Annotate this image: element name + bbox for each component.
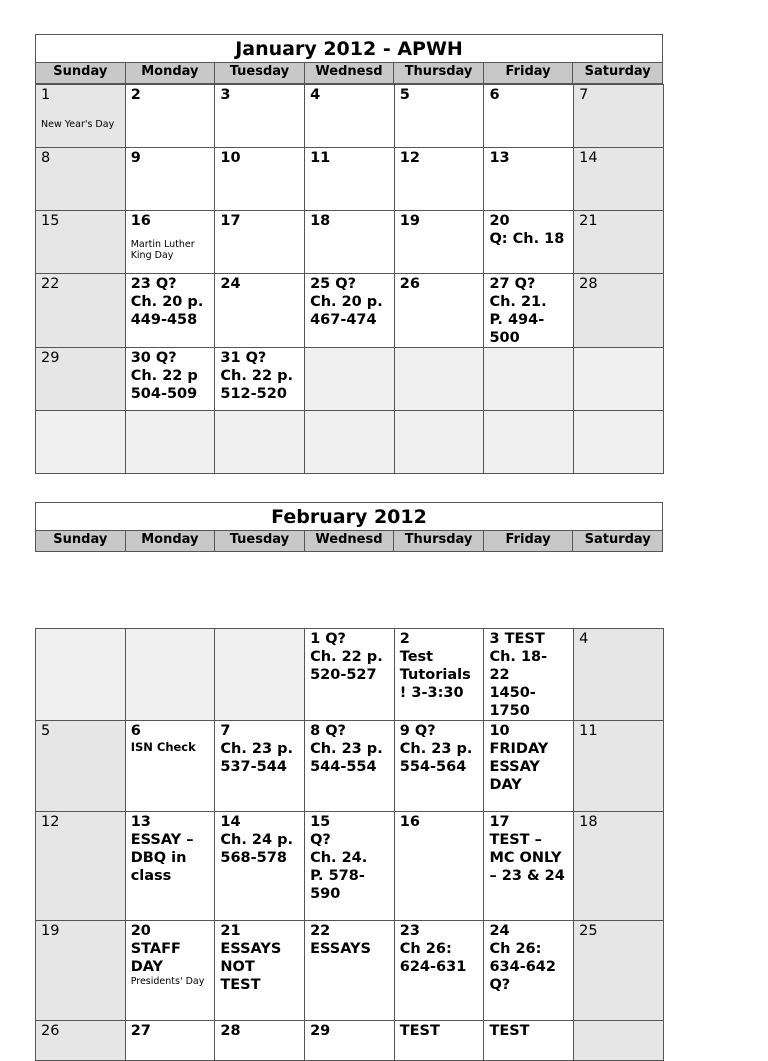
day-cell (36, 85, 126, 148)
day-content: 13 ESSAY – DBQ in class (130, 814, 194, 884)
day-cell (215, 85, 305, 148)
day-content: 17 (220, 213, 241, 229)
day-cell (215, 274, 305, 348)
day-content: 7 (579, 87, 589, 103)
day-content: 21 (579, 213, 598, 229)
day-cell (394, 812, 484, 921)
week-row (36, 211, 664, 274)
day-cell (394, 411, 484, 474)
day-cell (36, 411, 126, 474)
day-content: 11 (310, 150, 331, 166)
week-row (36, 348, 664, 411)
day-content: 16 (399, 814, 420, 830)
day-content: 18 (310, 213, 331, 229)
day-cell (305, 148, 395, 211)
day-cell (215, 211, 305, 274)
day-cell (574, 411, 664, 474)
day-cell (484, 148, 574, 211)
day-header-thursday: Thursday (394, 531, 484, 552)
day-cell (125, 348, 215, 411)
day-cell (484, 348, 574, 411)
day-cell (305, 85, 395, 148)
day-content: 1 (41, 87, 51, 103)
day-cell (125, 629, 215, 721)
day-content: 10 (220, 150, 241, 166)
february-grid-header (35, 530, 663, 552)
day-header-tuesday: Tuesday (215, 531, 305, 552)
week-row (36, 721, 664, 812)
day-cell (305, 348, 395, 411)
week-row (36, 629, 664, 721)
month-title: January 2012 - APWH (35, 34, 663, 62)
january-weeks (35, 84, 664, 474)
day-content: 18 (579, 814, 598, 830)
day-header-friday: Friday (483, 63, 573, 84)
day-content: TEST (399, 1023, 440, 1039)
day-cell (125, 85, 215, 148)
day-header-sunday: Sunday (36, 63, 126, 84)
day-cell (215, 348, 305, 411)
day-cell (574, 629, 664, 721)
day-cell (125, 148, 215, 211)
day-header-saturday: Saturday (573, 531, 663, 552)
day-cell (215, 921, 305, 1021)
day-content: 14 Ch. 24 p. 568-578 (220, 814, 294, 866)
day-cell (574, 921, 664, 1021)
day-content: 23 Q? Ch. 20 p. 449-458 (130, 276, 204, 328)
day-cell (484, 812, 574, 921)
day-cell (36, 211, 126, 274)
day-header-saturday: Saturday (573, 63, 663, 84)
day-header-wednesd: Wednesd (304, 63, 394, 84)
day-cell (484, 411, 574, 474)
day-cell (215, 721, 305, 812)
day-content: 29 (41, 350, 60, 366)
day-cell (305, 812, 395, 921)
day-content: 15 (41, 213, 60, 229)
day-content: 4 (310, 87, 321, 103)
day-content: 15 Q? Ch. 24. P. 578- 590 (310, 814, 368, 902)
day-cell (394, 274, 484, 348)
day-cell (125, 812, 215, 921)
day-content: 31 Q? Ch. 22 p. 512-520 (220, 350, 294, 402)
week-row (36, 274, 664, 348)
day-content: 14 (579, 150, 598, 166)
day-cell (484, 211, 574, 274)
day-content: 21 ESSAYS NOT TEST (220, 923, 282, 993)
day-content: 13 (489, 150, 510, 166)
day-header-tuesday: Tuesday (215, 63, 305, 84)
day-cell (394, 629, 484, 721)
day-content: 5 (41, 723, 51, 739)
day-content: 19 (399, 213, 420, 229)
day-content: 9 Q? Ch. 23 p. 554-564 (399, 723, 473, 775)
day-content: 17 TEST – MC ONLY – 23 & 24 (489, 814, 565, 884)
day-content: 12 (41, 814, 60, 830)
day-content: 6 (489, 87, 500, 103)
day-cell (574, 274, 664, 348)
day-content: 3 (220, 87, 231, 103)
day-cell (215, 148, 305, 211)
day-content: 28 (579, 276, 598, 292)
day-cell (215, 411, 305, 474)
day-cell (305, 629, 395, 721)
day-content: 3 TEST Ch. 18- 22 1450- 1750 (489, 631, 548, 719)
day-content: 12 (399, 150, 420, 166)
day-header-thursday: Thursday (394, 63, 484, 84)
day-content: TEST (489, 1023, 530, 1039)
day-content: 25 (579, 923, 598, 939)
day-content: 27 Q? Ch. 21. P. 494- 500 (489, 276, 547, 346)
day-content: 11 (579, 723, 598, 739)
day-cell (36, 1021, 126, 1061)
day-cell (125, 274, 215, 348)
day-cell (36, 148, 126, 211)
holiday-note: New Year's Day (41, 119, 115, 130)
day-cell (125, 1021, 215, 1061)
day-content: 2 (130, 87, 141, 103)
day-cell (125, 921, 215, 1021)
day-content: 8 Q? Ch. 23 p. 544-554 (310, 723, 383, 775)
month-title: February 2012 (35, 502, 663, 530)
day-cell (394, 348, 484, 411)
day-cell (574, 812, 664, 921)
day-content: 6 (130, 723, 141, 739)
day-content: 24 (220, 276, 241, 292)
day-content: 26 (399, 276, 420, 292)
day-cell (484, 274, 574, 348)
day-cell (484, 629, 574, 721)
day-header-friday: Friday (483, 531, 573, 552)
day-cell (36, 348, 126, 411)
day-cell (574, 348, 664, 411)
day-content: 2 Test Tutorials ! 3-3:30 (399, 631, 471, 701)
day-cell (36, 274, 126, 348)
day-header-monday: Monday (125, 531, 215, 552)
day-header-monday: Monday (125, 63, 215, 84)
day-cell (125, 721, 215, 812)
day-content: 7 Ch. 23 p. 537-544 (220, 723, 294, 775)
day-content: 1 Q? Ch. 22 p. 520-527 (310, 631, 383, 683)
day-content: 9 (130, 150, 141, 166)
day-cell (574, 148, 664, 211)
day-content: 22 ESSAYS (310, 923, 371, 957)
day-cell (394, 85, 484, 148)
day-cell (394, 721, 484, 812)
february-calendar (35, 502, 663, 552)
week-row (36, 1021, 664, 1061)
day-content: 30 Q? Ch. 22 p 504-509 (130, 350, 198, 402)
week-row (36, 812, 664, 921)
day-cell (574, 85, 664, 148)
day-content: 19 (41, 923, 60, 939)
day-cell (394, 148, 484, 211)
day-cell (305, 921, 395, 1021)
day-cell (125, 411, 215, 474)
day-cell (574, 721, 664, 812)
day-cell (215, 1021, 305, 1061)
holiday-note: Martin Luther King Day (130, 239, 195, 261)
day-content: 22 (41, 276, 60, 292)
week-row (36, 411, 664, 474)
week-row (36, 85, 664, 148)
day-cell (125, 211, 215, 274)
day-cell (574, 211, 664, 274)
day-content: 5 (399, 87, 410, 103)
day-content: 28 (220, 1023, 241, 1039)
day-content: 4 (579, 631, 589, 647)
january-grid (35, 62, 663, 84)
day-cell (305, 1021, 395, 1061)
day-header-sunday: Sunday (36, 531, 126, 552)
day-cell (394, 921, 484, 1021)
day-cell (484, 1021, 574, 1061)
day-cell (484, 921, 574, 1021)
day-content: 20 STAFF DAY (130, 923, 181, 975)
day-cell (484, 85, 574, 148)
day-content: 8 (41, 150, 51, 166)
day-content: 10 FRIDAY ESSAY DAY (489, 723, 549, 793)
day-cell (305, 211, 395, 274)
february-weeks-container (35, 628, 664, 1061)
day-cell (574, 1021, 664, 1061)
day-content: 25 Q? Ch. 20 p. 467-474 (310, 276, 383, 328)
day-cell (484, 721, 574, 812)
day-cell (215, 812, 305, 921)
january-calendar (35, 34, 663, 474)
day-cell (305, 721, 395, 812)
day-cell (36, 629, 126, 721)
day-content: 16 (130, 213, 151, 229)
day-cell (394, 1021, 484, 1061)
day-cell (36, 721, 126, 812)
day-cell (215, 629, 305, 721)
day-cell (305, 274, 395, 348)
week-row (36, 148, 664, 211)
day-cell (36, 812, 126, 921)
day-content: 23 Ch 26: 624-631 (399, 923, 467, 975)
day-content: 27 (130, 1023, 151, 1039)
week-row (36, 921, 664, 1021)
day-cell (36, 921, 126, 1021)
day-header-wednesd: Wednesd (304, 531, 394, 552)
holiday-note: Presidents' Day (130, 976, 205, 987)
day-content: 24 Ch 26: 634-642 Q? (489, 923, 556, 993)
day-content: 29 (310, 1023, 331, 1039)
day-cell (305, 411, 395, 474)
day-content: 20 Q: Ch. 18 (489, 213, 565, 247)
day-cell (394, 211, 484, 274)
day-content: 26 (41, 1023, 60, 1039)
holiday-note: ISN Check (130, 740, 196, 754)
february-weeks (35, 628, 664, 1061)
